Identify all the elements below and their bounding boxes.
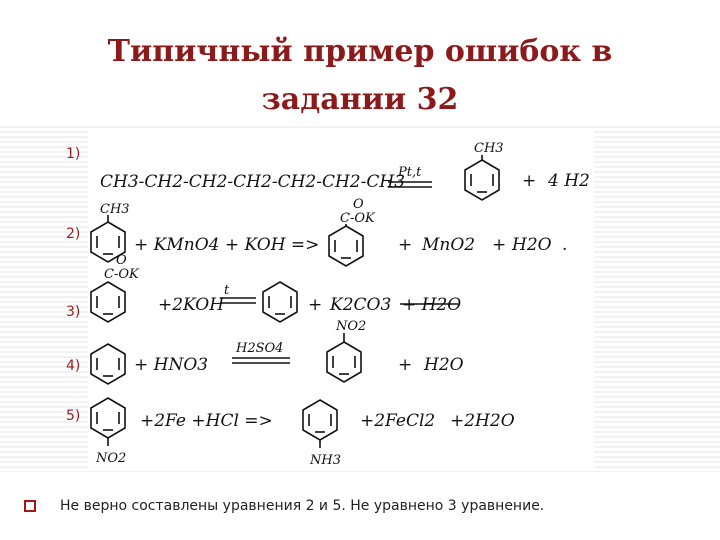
footer-note: Не верно составлены уравнения 2 и 5. Не уравнено 3 уравнение. [60,498,545,514]
eq1-substituent: CH3 [474,141,504,156]
eq2-plus1: + [398,235,413,255]
eq1-benzene-ring-icon [465,160,499,200]
equation-number-4: 4) [66,358,81,374]
eq4-reagents: + HNO3 [134,355,209,375]
eq5-substituent-left: NO2 [96,451,127,466]
eq4-product2: H2O [424,355,464,375]
equation-number-5: 5) [66,408,81,424]
eq2-substituent-right-sup: O [353,197,364,212]
eq4-substituent-right: NO2 [336,319,367,334]
equation-number-2: 2) [66,226,81,242]
eq2-benzene-ring-right-icon [329,226,363,266]
eq3-condition: t [224,283,230,298]
eq3-plus: + [308,295,323,315]
eq3-product3-struck: + H2O [402,295,462,315]
equation-number-3: 3) [66,304,81,320]
eq1-condition: Pt,t [398,165,422,180]
eq3-benzene-ring-right-icon [263,282,297,322]
eq1-reactant: CH3-CH2-CH2-CH2-CH2-CH2-CH3 [100,172,406,192]
title-line-2: задании 32 [261,82,459,117]
title-line-1: Типичный пример ошибок в [107,34,613,69]
equation-number-1: 1) [66,146,81,162]
eq4-benzene-ring-left-icon [91,344,125,384]
eq2-dot: . [562,235,568,255]
eq3-product2: K2CO3 [330,295,392,315]
eq4-benzene-ring-right-icon [327,342,361,382]
eq2-product3: H2O [512,235,552,255]
eq2-substituent-right: C-OK [340,211,375,226]
eq2-reagents: + KMnO4 + KOH => [134,235,320,255]
equation-5 [91,398,515,468]
eq5-benzene-ring-right-icon [303,400,337,440]
eq5-reagents: +2Fe +HCl => [140,411,273,431]
equation-2 [91,197,567,266]
eq4-plus: + [398,355,413,375]
eq5-substituent-right: NH3 [310,453,341,468]
eq3-substituent-left: C-OK [104,267,139,282]
equation-3 [91,253,461,322]
eq4-condition: H2SO4 [236,341,284,356]
eq5-product2: +2FeCl2 [360,411,436,431]
eq2-product2: MnO2 [422,235,476,255]
hollow-square-bullet-icon [24,500,36,512]
eq1-plus: + [522,171,537,191]
eq3-reagents: +2KOH [158,295,225,315]
eq3-substituent-left-sup: O [116,253,127,268]
eq2-substituent-left: CH3 [100,202,130,217]
eq3-benzene-ring-left-icon [91,282,125,322]
eq1-product2: 4 H2 [548,171,590,191]
equation-4 [91,319,464,384]
eq5-benzene-ring-left-icon [91,398,125,438]
eq2-plus2: + [492,235,507,255]
eq5-product3: +2H2O [450,411,515,431]
equation-1 [100,141,590,200]
